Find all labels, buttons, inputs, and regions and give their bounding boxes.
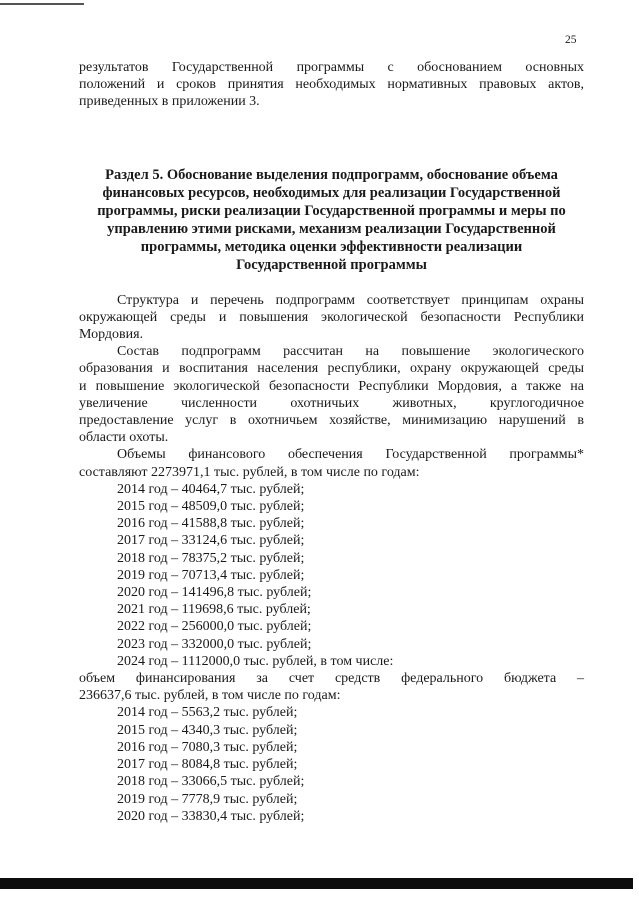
list-item: 2019 год – 70713,4 тыс. рублей; <box>117 567 305 583</box>
text-line: предоставление услуг в охотничьем хозяйстве, минимизацию нарушений в <box>79 413 584 429</box>
title-line: Государственной программы <box>236 256 427 273</box>
list-item: 2018 год – 33066,5 тыс. рублей; <box>117 774 305 790</box>
title-line: Раздел 5. Обоснование выделения подпрограмм, обоснование объема <box>105 166 558 183</box>
list-item: 2015 год – 48509,0 тыс. рублей; <box>117 499 305 515</box>
paragraph-structure <box>79 292 584 344</box>
title-line: программы, риски реализации Государственной программы и меры по <box>97 202 566 219</box>
list-item: 2020 год – 33830,4 тыс. рублей; <box>117 808 305 824</box>
scan-artifact-bottom-bar <box>0 878 633 889</box>
list-item: 2014 год – 5563,2 тыс. рублей; <box>117 705 298 721</box>
list-item: 2019 год – 7778,9 тыс. рублей; <box>117 791 298 807</box>
list-item: 2017 год – 33124,6 тыс. рублей; <box>117 533 305 549</box>
list-item: 2014 год – 40464,7 тыс. рублей; <box>117 481 305 497</box>
paragraph-federal <box>79 670 584 704</box>
title-line: финансовых ресурсов, необходимых для реализации Государственной <box>102 184 561 201</box>
intro-paragraph <box>79 59 584 111</box>
section-title <box>79 166 584 274</box>
list-item: 2024 год – 1112000,0 тыс. рублей, в том числе: <box>117 653 394 669</box>
text-line: результатов Государственной программы с обоснованием основных <box>79 60 584 75</box>
list-item: 2023 год – 332000,0 тыс. рублей; <box>117 636 312 652</box>
text-line: Мордовия. <box>79 327 144 343</box>
list-item: 2018 год – 78375,2 тыс. рублей; <box>117 550 305 566</box>
scan-artifact-top-line <box>0 3 84 5</box>
text-line: Структура и перечень подпрограмм соответствует принципам охраны <box>117 292 584 308</box>
title-line: программы, методика оценки эффективности реализации <box>140 238 523 255</box>
list-item: 2016 год – 7080,3 тыс. рублей; <box>117 739 298 755</box>
list-item: 2016 год – 41588,8 тыс. рублей; <box>117 516 305 532</box>
text-line: положений и сроков принятия необходимых нормативных правовых актов, <box>79 77 584 93</box>
list-item: 2022 год – 256000,0 тыс. рублей; <box>117 619 312 635</box>
text-line: объем финансирования за счет средств федерального бюджета – <box>79 671 584 687</box>
page-number: 25 <box>565 34 577 46</box>
text-line: приведенных в приложении 3. <box>79 94 260 110</box>
text-line: увеличение численности охотничьих животных, круглогодичное <box>79 395 584 411</box>
text-line: составляют 2273971,1 тыс. рублей, в том числе по годам: <box>79 464 420 480</box>
text-line: Состав подпрограмм рассчитан на повышение экологического <box>117 344 584 360</box>
total-by-year-list <box>79 481 584 670</box>
text-line: и повышение экологической безопасности Республики Мордовия, а также на <box>79 378 584 394</box>
list-item: 2021 год – 119698,6 тыс. рублей; <box>117 602 311 618</box>
text-line: области охоты. <box>79 430 169 446</box>
list-item: 2020 год – 141496,8 тыс. рублей; <box>117 585 312 601</box>
text-line: Объемы финансового обеспечения Государственной программы* <box>117 447 584 463</box>
document-body <box>79 59 584 825</box>
text-line: 236637,6 тыс. рублей, в том числе по годам: <box>79 688 341 704</box>
federal-by-year-list <box>79 704 584 824</box>
text-line: окружающей среды и повышения экологической безопасности Республики <box>79 309 584 325</box>
paragraph-funding <box>79 446 584 480</box>
list-item: 2017 год – 8084,8 тыс. рублей; <box>117 757 298 773</box>
title-line: управлению этими рисками, механизм реализации Государственной <box>107 220 556 237</box>
list-item: 2015 год – 4340,3 тыс. рублей; <box>117 722 298 738</box>
paragraph-composition <box>79 343 584 446</box>
text-line: образования и воспитания населения республики, охрану окружающей среды <box>79 361 584 377</box>
